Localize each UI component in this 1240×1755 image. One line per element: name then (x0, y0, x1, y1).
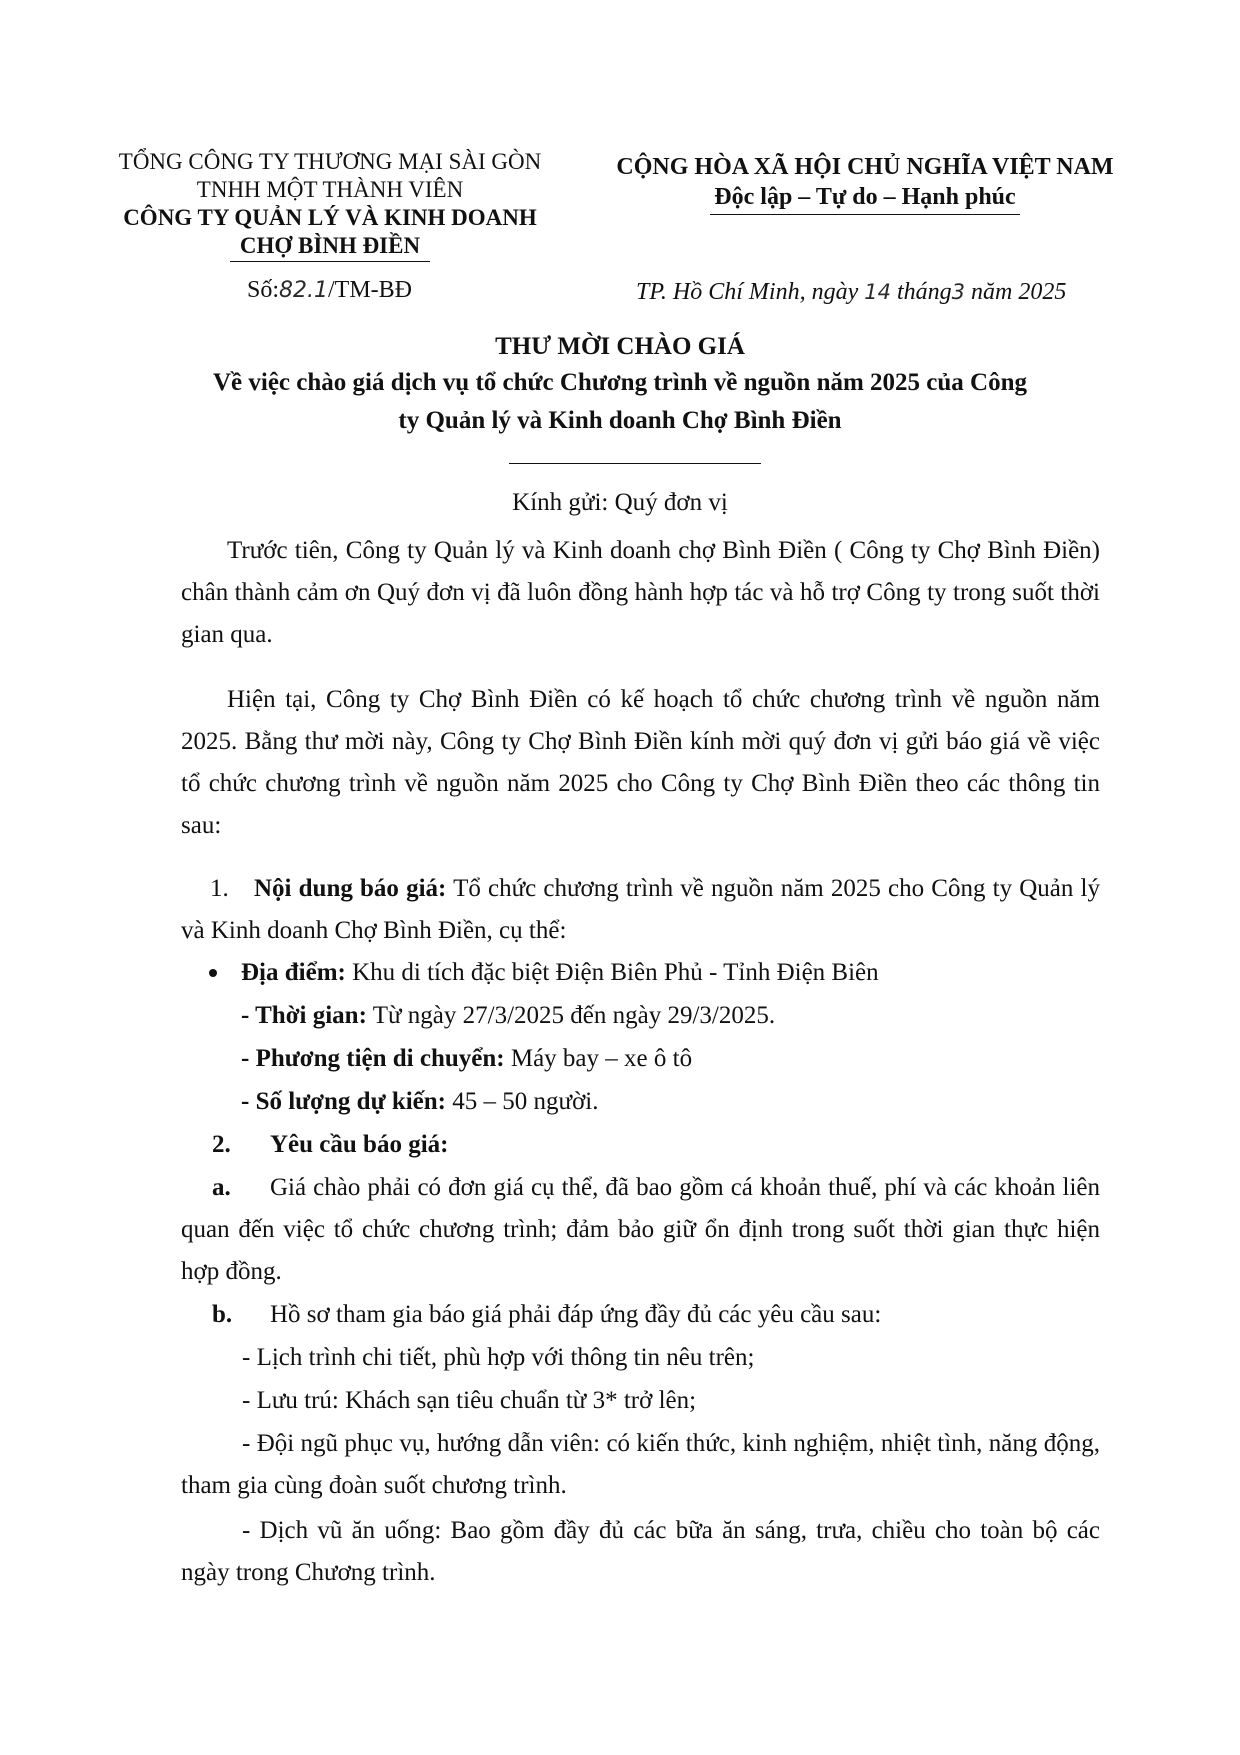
company-name-line2: CHỢ BÌNH ĐIỀN (230, 232, 430, 262)
issuer-header (100, 148, 560, 262)
title-subject-line2: ty Quản lý và Kinh doanh Chợ Bình Điền (398, 407, 842, 434)
requirement-a-text: Giá chào phải có đơn giá cụ thể, đã bao gồm cá khoản thuế, phí và các khoản liên quan đến việc tổ chức chương trình; đảm bảo giữ ổn định trong suốt thời gian thực hiện hợp đồng. (181, 1174, 1100, 1285)
requirement-itinerary: - Lịch trình chi tiết, phù hợp với thông tin nêu trên; (242, 1344, 755, 1371)
handwritten-day: 14 (864, 280, 891, 304)
title-subject-line1: Về việc chào giá dịch vụ tổ chức Chương trình về nguồn năm 2025 của Công (212, 369, 1028, 396)
requirement-b-marker: b. (212, 1301, 233, 1328)
handwritten-month: 3 (951, 280, 966, 304)
section-2-number: 2. (212, 1131, 231, 1158)
requirement-a-marker: a. (212, 1174, 231, 1201)
parent-company-name: TỔNG CÔNG TY THƯƠNG MẠI SÀI GÒN (118, 149, 542, 174)
country-name: CỘNG HÒA XÃ HỘI CHỦ NGHĨA VIỆT NAM (616, 154, 1114, 180)
requirement-staff: - Đội ngũ phục vụ, hướng dẫn viên: có kiến thức, kinh nghiệm, nhiệt tình, năng động, tham gia cùng đoàn suốt chương trình. (181, 1430, 1100, 1499)
parent-company-type: TNHH MỘT THÀNH VIÊN (196, 177, 464, 202)
handwritten-number: 82.1 (279, 278, 328, 303)
section-1-label: Nội dung báo giá: (254, 875, 447, 902)
title-main: THƯ MỜI CHÀO GIÁ (495, 333, 745, 360)
section-1 (181, 868, 1100, 952)
requirement-b-text: Hồ sơ tham gia báo giá phải đáp ứng đầy đủ các yêu cầu sau: (270, 1301, 882, 1328)
national-header (605, 152, 1125, 215)
national-motto: Độc lập – Tự do – Hạnh phúc (710, 182, 1019, 215)
date-line: TP. Hồ Chí Minh, ngày 14 tháng3 năm 2025 (636, 279, 1067, 305)
company-name: CÔNG TY QUẢN LÝ VÀ KINH DOANH (123, 205, 537, 230)
requirement-meals: - Dịch vũ ăn uống: Bao gồm đầy đủ các bữa ăn sáng, trưa, chiều cho toàn bộ các ngày trong Chương trình. (181, 1517, 1100, 1586)
requirement-accommodation: - Lưu trú: Khách sạn tiêu chuẩn từ 3* trở lên; (242, 1387, 697, 1414)
bullet-icon (209, 969, 217, 977)
section-2-heading (212, 1124, 448, 1166)
detail-time: - Thời gian: Từ ngày 27/3/2025 đến ngày 29/3/2025. (241, 1002, 776, 1029)
document-title (160, 330, 1080, 440)
paragraph-plan: Hiện tại, Công ty Chợ Bình Điền có kế hoạch tổ chức chương trình về nguồn năm 2025. Bằng thư mời này, Công ty Chợ Bình Điền kính mời quý đơn vị gửi báo giá về việc tổ chức chương trình về nguồn năm 2025 cho Công ty Chợ Bình Điền theo các thông tin sau: (181, 686, 1100, 839)
requirement-b (212, 1294, 881, 1336)
document-number: Số:82.1/TM-BĐ (247, 277, 412, 303)
requirement-a (181, 1167, 1100, 1293)
detail-transport: - Phương tiện di chuyển: Máy bay – xe ô tô (241, 1045, 693, 1072)
detail-place: Địa điểm: Khu di tích đặc biệt Điện Biên Phủ - Tỉnh Điện Biên (241, 959, 879, 986)
title-divider (509, 463, 761, 464)
paragraph-intro: Trước tiên, Công ty Quản lý và Kinh doanh chợ Bình Điền ( Công ty Chợ Bình Điền) chân thành cảm ơn Quý đơn vị đã luôn đồng hành hợp tác và hỗ trợ Công ty trong suốt thời gian qua. (181, 537, 1100, 648)
detail-headcount: - Số lượng dự kiến: 45 – 50 người. (241, 1088, 599, 1115)
greeting: Kính gửi: Quý đơn vị (512, 489, 728, 516)
section-1-text: Tổ chức chương trình về nguồn năm 2025 cho Công ty Quản lý và Kinh doanh Chợ Bình Điền, cụ thể: (181, 875, 1100, 944)
section-1-number: 1. (210, 875, 229, 902)
section-2-label: Yêu cầu báo giá: (270, 1131, 449, 1158)
